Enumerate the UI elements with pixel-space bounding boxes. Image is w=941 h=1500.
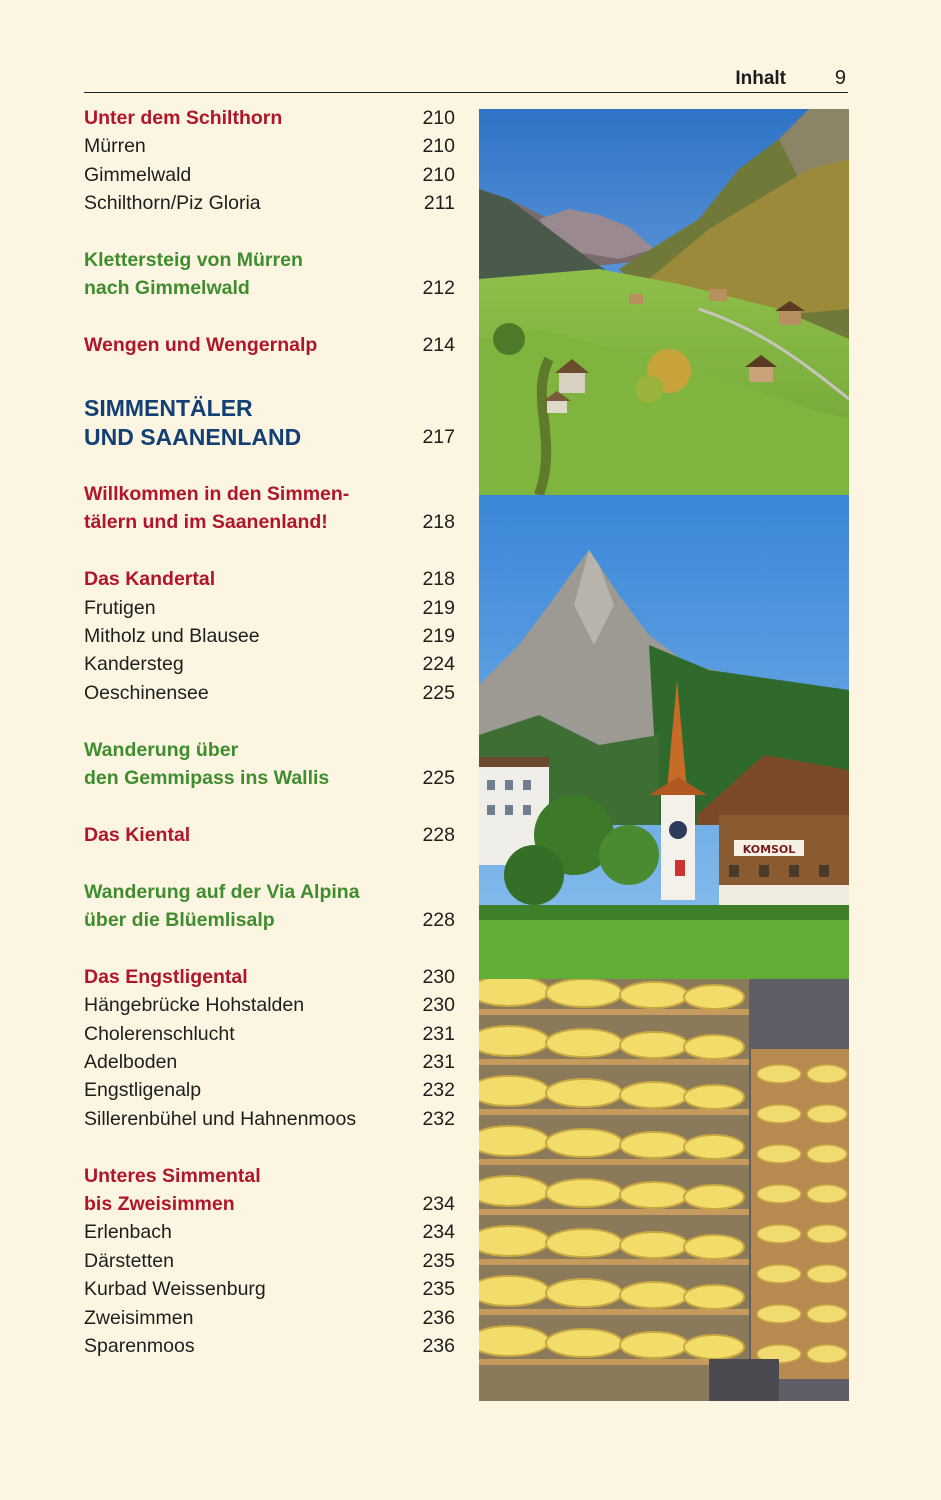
toc-page-number: 212 [422, 277, 455, 300]
toc-entry-title [84, 963, 248, 991]
toc-page-number: 231 [422, 1022, 455, 1045]
toc-entry-line: Willkommen in den Simmen- [84, 483, 350, 506]
toc-page-number: 225 [422, 681, 455, 704]
toc-entry-title [84, 331, 317, 359]
toc-entry-title [84, 480, 349, 537]
toc-entry[interactable] [84, 394, 455, 452]
toc-entry-line: Das Engstligental [84, 965, 248, 988]
toc-spacer [84, 218, 455, 246]
toc-entry-title [84, 594, 156, 622]
toc-page-number: 236 [422, 1306, 455, 1329]
toc-entry[interactable] [84, 594, 455, 622]
toc-entry[interactable] [84, 679, 455, 707]
toc-entry[interactable] [84, 1020, 455, 1048]
photo-kandersteg-church [479, 495, 849, 979]
toc-entry-line: Das Kandertal [84, 568, 216, 591]
toc-entry[interactable] [84, 1304, 455, 1332]
toc-entry-line: Zweisimmen [84, 1306, 194, 1329]
toc-entry[interactable] [84, 1105, 455, 1133]
toc-page-number: 211 [423, 192, 455, 215]
section-title: Inhalt [735, 68, 786, 89]
toc-entry[interactable] [84, 480, 455, 537]
toc-entry-title [84, 1304, 193, 1332]
toc-entry-line: Kandersteg [84, 653, 184, 676]
toc-entry-title [84, 991, 304, 1019]
toc-page-number: 217 [422, 426, 455, 449]
toc-entry-line: Gimmelwald [84, 163, 192, 186]
toc-page-number: 210 [422, 163, 455, 186]
toc-entry[interactable] [84, 622, 455, 650]
toc-entry-title [84, 878, 360, 935]
toc-entry[interactable] [84, 736, 455, 793]
toc-entry[interactable] [84, 821, 455, 849]
toc-entry-title [84, 650, 184, 678]
toc-entry-line: Sparenmoos [84, 1335, 195, 1358]
toc-entry-line: Mitholz und Blausee [84, 625, 260, 648]
toc-page-number: 230 [422, 994, 455, 1017]
toc-page-number: 228 [422, 823, 455, 846]
toc-entry-line: Oeschinensee [84, 681, 209, 704]
toc-entry-title [84, 736, 329, 793]
toc-page-number: 235 [422, 1278, 455, 1301]
toc-entry-line: Unteres Simmental [84, 1164, 261, 1187]
toc-entry-line: Das Kiental [84, 823, 191, 846]
toc-entry[interactable] [84, 991, 455, 1019]
toc-entry-title [84, 622, 260, 650]
toc-spacer [84, 1133, 455, 1161]
toc-page-number: 219 [422, 625, 455, 648]
toc-entry[interactable] [84, 104, 455, 132]
toc-entry-title [84, 161, 191, 189]
toc-page-number: 230 [422, 965, 455, 988]
toc-entry-title [84, 394, 301, 452]
toc-entry-line: Frutigen [84, 596, 156, 619]
toc-entry[interactable] [84, 331, 455, 359]
toc-entry-title [84, 1020, 235, 1048]
toc-entry-line: Wanderung auf der Via Alpina [84, 880, 360, 903]
toc-page-number: 231 [422, 1051, 455, 1074]
running-header [84, 64, 848, 93]
toc-entry-line: Därstetten [84, 1249, 174, 1272]
toc-spacer [84, 537, 455, 565]
toc-entry-line: Unter dem Schilthorn [84, 107, 283, 129]
toc-entry[interactable] [84, 1275, 455, 1303]
toc-entry-title [84, 1218, 172, 1246]
toc-spacer [84, 303, 455, 331]
toc-entry-line: Sillerenbühel und Hahnenmoos [84, 1107, 357, 1130]
toc-page-number: 234 [422, 1221, 455, 1244]
page-number: 9 [834, 67, 846, 89]
toc-page-number: 218 [422, 511, 455, 534]
toc-entry-title [84, 246, 303, 303]
toc-entry-line: Kurbad Weissenburg [84, 1278, 266, 1301]
toc-entry-title [84, 1105, 356, 1133]
toc-entry[interactable] [84, 650, 455, 678]
toc-entry-title [84, 132, 146, 160]
toc-entry-line: Wengen und Wengernalp [84, 334, 318, 357]
toc-entry-line: SIMMENTÄLER [84, 394, 253, 421]
toc-spacer [84, 934, 455, 962]
toc-entry-title [84, 1048, 177, 1076]
toc-spacer [84, 792, 455, 820]
toc-entry-title [84, 1247, 174, 1275]
toc-entry-title [84, 104, 282, 132]
toc-entry[interactable] [84, 189, 455, 217]
toc-page-number: 210 [422, 135, 455, 158]
toc-page-number: 228 [422, 909, 455, 932]
toc-page-number: 210 [422, 107, 455, 129]
toc-entry[interactable] [84, 161, 455, 189]
shop-sign: KOMSOL [742, 843, 796, 856]
toc-entry-line: UND SAANENLAND [84, 423, 302, 450]
toc-entry-line: tälern und im Saanenland! [84, 511, 328, 534]
toc-entry-line: Engstligenalp [84, 1079, 202, 1102]
photo-cheese-cellar [479, 979, 849, 1401]
toc-entry-line: Hängebrücke Hohstalden [84, 994, 305, 1017]
toc-spacer [84, 360, 455, 394]
photo-alpine-valley [479, 109, 849, 495]
toc-entry[interactable] [84, 878, 455, 935]
photo-column [479, 109, 849, 1401]
toc-page-number: 224 [422, 653, 455, 676]
toc-entry[interactable] [84, 963, 455, 991]
toc-entry-line: Wanderung über [84, 738, 239, 761]
toc-entry-line: den Gemmipass ins Wallis [84, 767, 330, 790]
toc-entry[interactable] [84, 1332, 455, 1360]
toc-entry-title [84, 189, 261, 217]
toc-page-number: 232 [422, 1079, 455, 1102]
toc-entry-line: Schilthorn/Piz Gloria [84, 192, 261, 215]
toc-entry[interactable] [84, 132, 455, 160]
toc-entry[interactable] [84, 565, 455, 593]
toc-entry-title [84, 1275, 266, 1303]
toc-entry[interactable] [84, 246, 455, 303]
toc-entry-title [84, 821, 190, 849]
toc-entry-line: über die Blüemlisalp [84, 909, 275, 932]
toc-entry-line: Adelboden [84, 1051, 178, 1074]
toc-entry-title [84, 1162, 261, 1219]
toc-entry-title [84, 679, 209, 707]
toc-entry[interactable] [84, 1076, 455, 1104]
toc-entry-title [84, 1076, 201, 1104]
toc-entry[interactable] [84, 1162, 455, 1219]
toc-page-number: 218 [422, 568, 455, 591]
toc-entry-title [84, 1332, 195, 1360]
table-of-contents [84, 104, 455, 1361]
toc-page-number: 234 [422, 1193, 455, 1216]
toc-entry-line: Mürren [84, 135, 146, 158]
toc-page-number: 219 [422, 596, 455, 619]
toc-page-number: 214 [422, 334, 455, 357]
toc-entry[interactable] [84, 1247, 455, 1275]
toc-page-number: 225 [422, 767, 455, 790]
toc-entry-line: Klettersteig von Mürren [84, 249, 303, 272]
toc-page-number: 235 [422, 1249, 455, 1272]
toc-entry-title [84, 565, 215, 593]
toc-entry-line: bis Zweisimmen [84, 1193, 235, 1216]
toc-page-number: 236 [422, 1335, 455, 1358]
toc-spacer [84, 707, 455, 735]
toc-entry[interactable] [84, 1048, 455, 1076]
toc-entry-line: Cholerenschlucht [84, 1022, 235, 1045]
toc-entry-line: nach Gimmelwald [84, 277, 250, 300]
toc-entry-line: Erlenbach [84, 1221, 172, 1244]
toc-spacer [84, 849, 455, 877]
toc-page-number: 232 [422, 1107, 455, 1130]
toc-spacer [84, 452, 455, 480]
toc-entry[interactable] [84, 1218, 455, 1246]
